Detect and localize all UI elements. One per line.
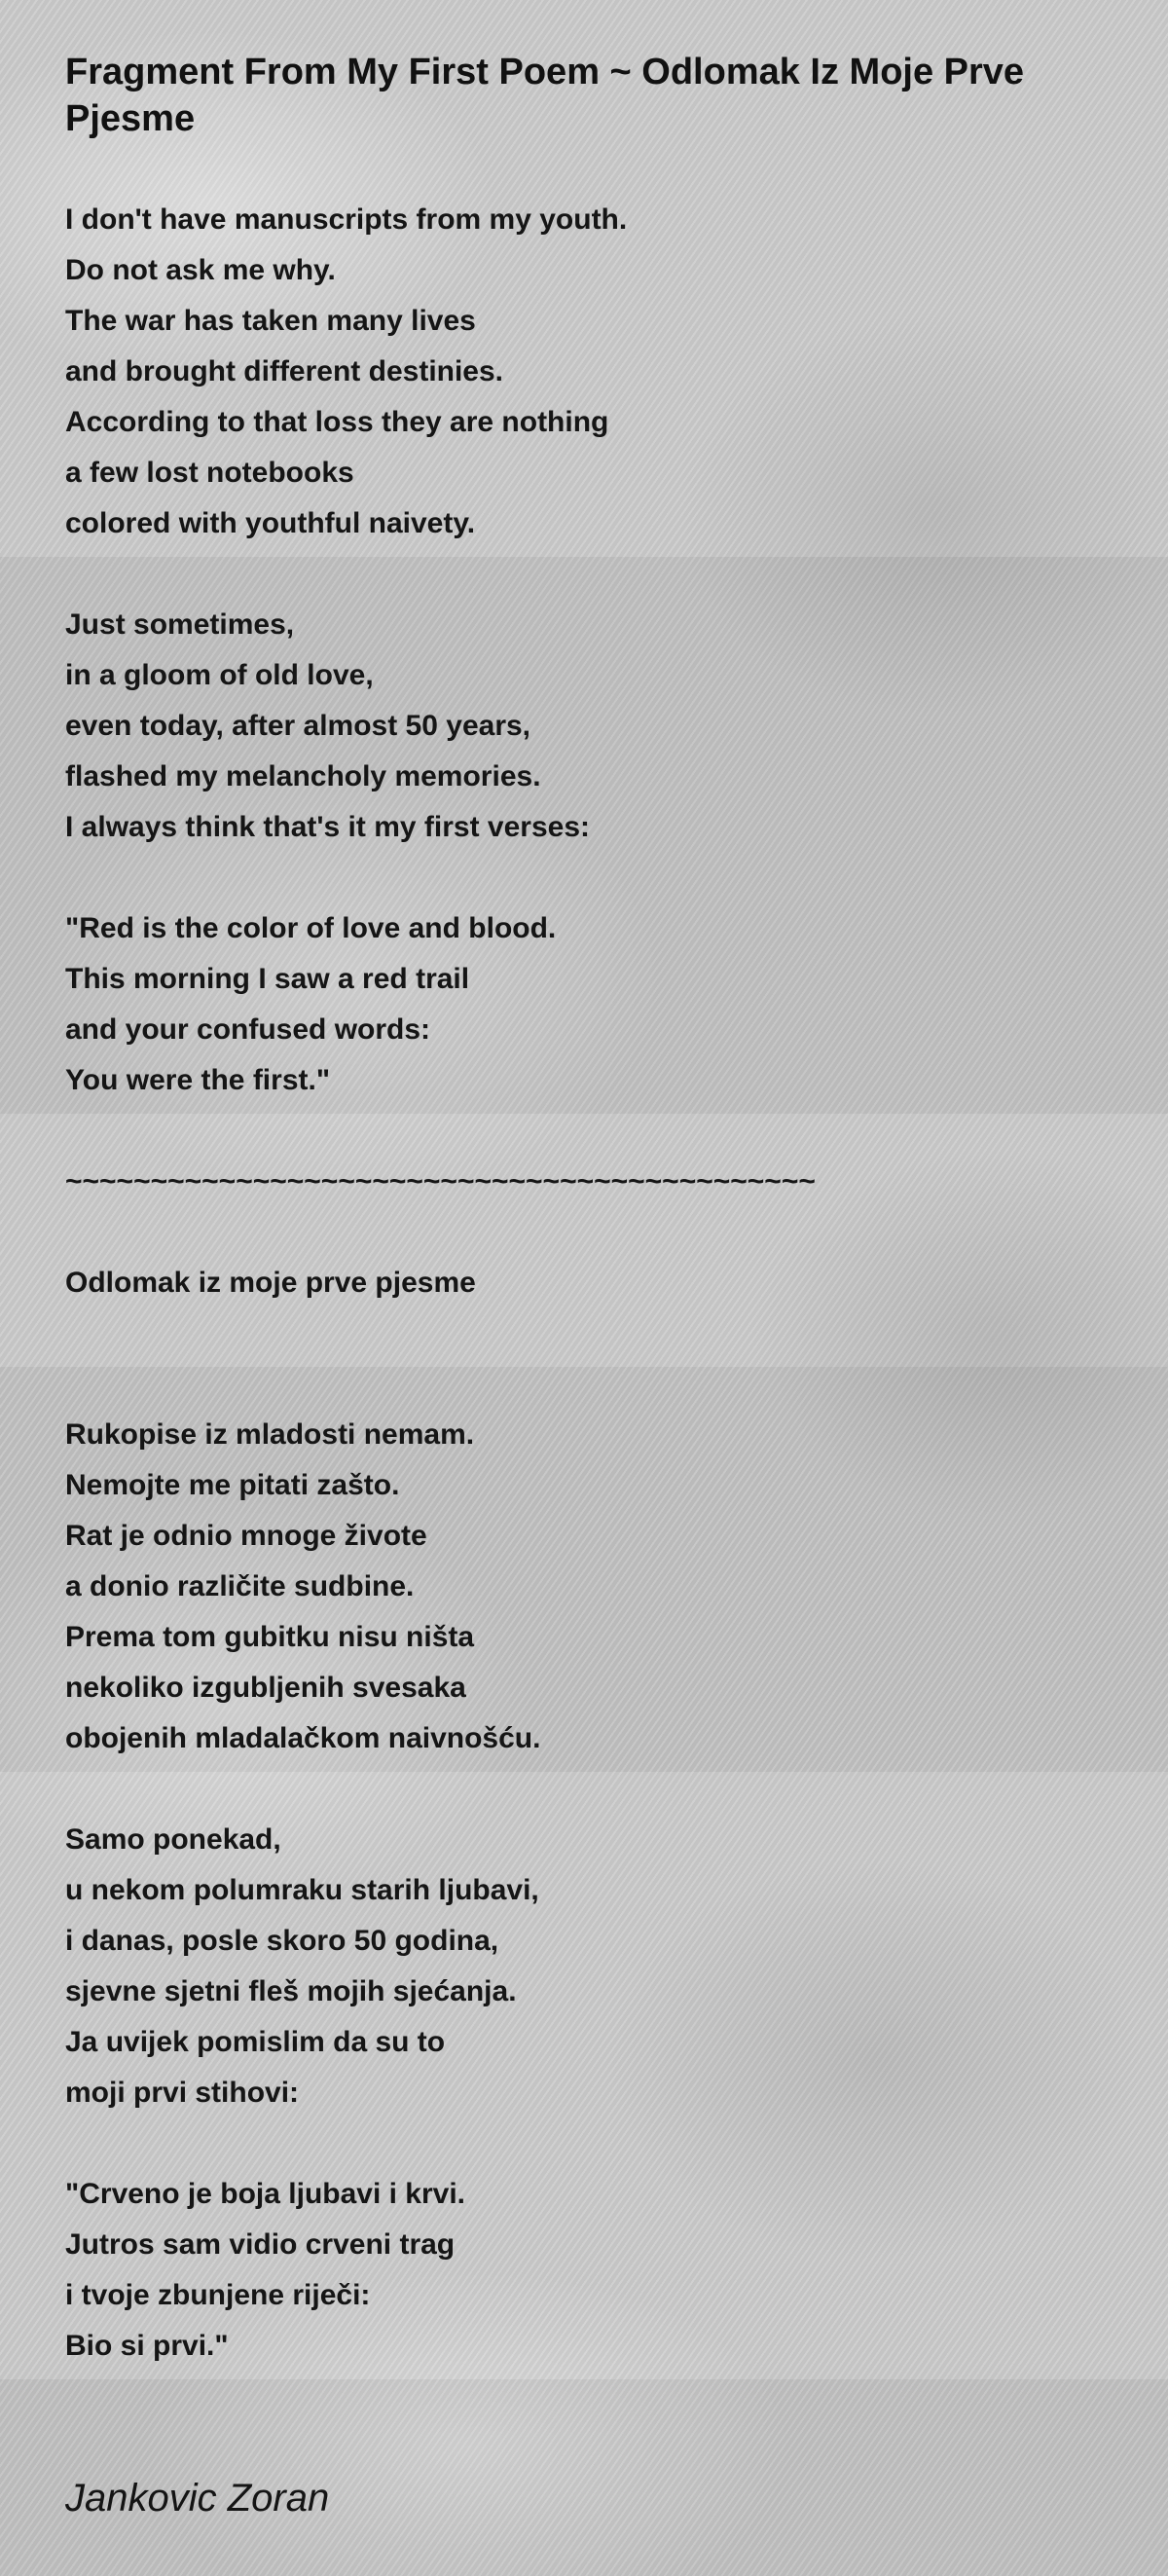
- poem-line: According to that loss they are nothing: [65, 406, 609, 438]
- poem-line: I don't have manuscripts from my youth.: [65, 203, 628, 236]
- poem-line: Do not ask me why.: [65, 254, 336, 286]
- poem-line: sjevne sjetni fleš mojih sjećanja.: [65, 1975, 517, 2007]
- poem-line: nekoliko izgubljenih svesaka: [65, 1672, 466, 1704]
- poem-line: u nekom polumraku starih ljubavi,: [65, 1874, 539, 1906]
- poem-line: Jutros sam vidio crveni trag: [65, 2228, 456, 2261]
- poem-line: colored with youthful naivety.: [65, 507, 476, 539]
- tilde-separator: ~~~~~~~~~~~~~~~~~~~~~~~~~~~~~~~~~~~~~~~~~~~~: [65, 1165, 816, 1197]
- stanza-break: [65, 853, 1116, 903]
- poem-title: Fragment From My First Poem ~ Odlomak Iz Moje Prve Pjesme: [65, 52, 1025, 139]
- translation-title: Odlomak iz moje prve pjesme: [65, 1267, 476, 1299]
- poem-line: even today, after almost 50 years,: [65, 710, 531, 742]
- poem-line: a donio različite sudbine.: [65, 1570, 415, 1602]
- poem-line: This morning I saw a red trail: [65, 963, 470, 995]
- poem-line: obojenih mladalačkom naivnošću.: [65, 1722, 541, 1754]
- poem-line: moji prvi stihovi:: [65, 2077, 300, 2109]
- stanza-break: [65, 1764, 1116, 1815]
- stanza-break: [65, 549, 1116, 600]
- stanza-break: [65, 1106, 1116, 1157]
- stanza-break: [65, 2118, 1116, 2169]
- poem-line: and your confused words:: [65, 1013, 431, 1046]
- author-name: Jankovic Zoran: [65, 2477, 330, 2520]
- stanza-break: [65, 1308, 1116, 1359]
- poem-body: [65, 195, 1116, 2372]
- poem-line: i danas, posle skoro 50 godina,: [65, 1925, 499, 1957]
- poem-line: i tvoje zbunjene riječi:: [65, 2279, 371, 2311]
- poem-line: Bio si prvi.": [65, 2330, 229, 2362]
- stanza-break: [65, 1359, 1116, 1410]
- poem-line: You were the first.": [65, 1064, 331, 1096]
- stanza-break: [65, 1207, 1116, 1258]
- poem-line: Nemojte me pitati zašto.: [65, 1469, 400, 1501]
- poem-line: Ja uvijek pomislim da su to: [65, 2026, 446, 2058]
- poem-line: Just sometimes,: [65, 608, 295, 641]
- poem-line: a few lost notebooks: [65, 457, 354, 489]
- poem-line: I always think that's it my first verses:: [65, 811, 591, 843]
- poem-line: "Red is the color of love and blood.: [65, 912, 557, 944]
- poem-line: Prema tom gubitku nisu ništa: [65, 1621, 475, 1653]
- poem-line: and brought different destinies.: [65, 355, 504, 387]
- poem-line: Rukopise iz mladosti nemam.: [65, 1418, 475, 1451]
- poem-line: "Crveno je boja ljubavi i krvi.: [65, 2178, 466, 2210]
- poem-line: flashed my melancholy memories.: [65, 760, 541, 792]
- poem-line: in a gloom of old love,: [65, 659, 374, 691]
- poem-line: Samo ponekad,: [65, 1823, 281, 1856]
- poem-line: Rat je odnio mnoge živote: [65, 1520, 427, 1552]
- poem-line: The war has taken many lives: [65, 305, 476, 337]
